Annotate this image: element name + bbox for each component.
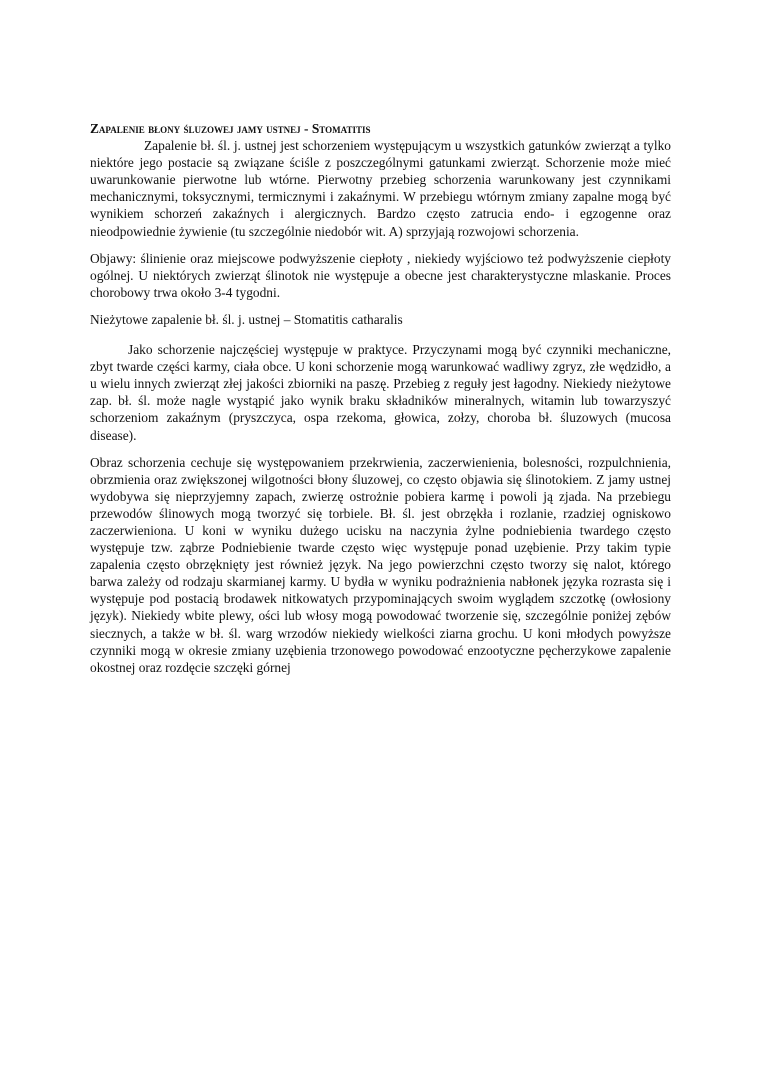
paragraph-intro: Zapalenie bł. śl. j. ustnej jest schorzeniem występującym u wszystkich gatunków zwierząt a tylko niektóre jego postacie są związane ściśle z poszczególnymi gatunkami zwierząt. Schorzenie może mieć uwarunkowanie pierwotne lub wtórne. Pierwotny przebieg schorzenia warunkowany jest czynnikami mechanicznymi, toksycznymi, termicznymi i zakaźnymi. W przebiegu wtórnym zmiany zapalne mogą być wynikiem schorzeń zakaźnych i alergicznych. Bardzo często zatrucia endo- i egzogenne oraz nieodpowiednie żywienie (tu szczególnie niedobór wit. A) sprzyjają rozwojowi schorzenia. <box>90 138 671 239</box>
document-title: Zapalenie błony śluzowej jamy ustnej - Stomatitis <box>90 121 371 136</box>
paragraph-clinical-picture: Obraz schorzenia cechuje się występowaniem przekrwienia, zaczerwienienia, bolesności, rozpulchnienia, obrzmienia oraz zwiększonej wilgotności błony śluzowej, co często objawia się ślinotokiem. Z jamy ustnej wydobywa się nieprzyjemny zapach, zwierzę ostrożnie pobiera karmę i powoli ją zjada. Na przebiegu przewodów ślinowych mogą tworzyć się torbiele. Bł. śl. jest obrzękła i rozlanie, rzadziej ogniskowo zaczerwieniona. U koni w wyniku dużego ucisku na naczynia żylne podniebienia twardego często występuje tzw. ząbrze Podniebienie twarde często więc występuje ponad uzębienie. Przy takim typie zapalenia często obrzęknięty jest również język. Na jego powierzchni często tworzy się nalot, którego barwa zależy od rodzaju skarmianej karmy. U bydła w wyniku podrażnienia nabłonek języka rozrasta się i występuje pod postacią brodawek nitkowatych przypominających swoim wyglądem szczotkę (owłosiony język). Niekiedy wbite plewy, ości lub włosy mogą powodować tworzenie się, szczególnie poniżej zębów siecznych, a także w bł. śl. warg wrzodów niekiedy wielkości ziarna grochu. U koni młodych powyższe czynniki mogą w okresie zmiany uzębienia trzonowego powodować enzootyczne pęcherzykowe zapalenie okostnej oraz rozdęcie szczęki górnej <box>90 454 671 675</box>
paragraph-catarrhal: Jako schorzenie najczęściej występuje w praktyce. Przyczynami mogą być czynniki mechaniczne, zbyt twarde części karmy, ciała obce. U koni schorzenie mogą warunkować wadliwy zgryz, złe wędzidło, a u wielu innych zwierząt złej jakości zbiorniki na paszę. Przebieg z reguły jest łagodny. Niekiedy nieżytowe zap. bł. śl. może nagle wystąpić jako wynik braku składników mineralnych, witamin lub towarzyszyć schorzeniom zakaźnym (pryszczyca, ospa rzekoma, głowica, zołzy, choroba bł. śluzowych (mucosa disease). <box>90 342 671 443</box>
document-page <box>90 120 671 676</box>
section-heading: Nieżytowe zapalenie bł. śl. j. ustnej – Stomatitis catharalis <box>90 311 403 327</box>
paragraph-symptoms: Objawy: ślinienie oraz miejscowe podwyższenie ciepłoty , niekiedy wyjściowo też podwyższenie ciepłoty ogólnej. U niektórych zwierząt ślinotok nie występuje a obecne jest charakterystyczne mlaskanie. Proces chorobowy trwa około 3-4 tygodni. <box>90 250 671 300</box>
